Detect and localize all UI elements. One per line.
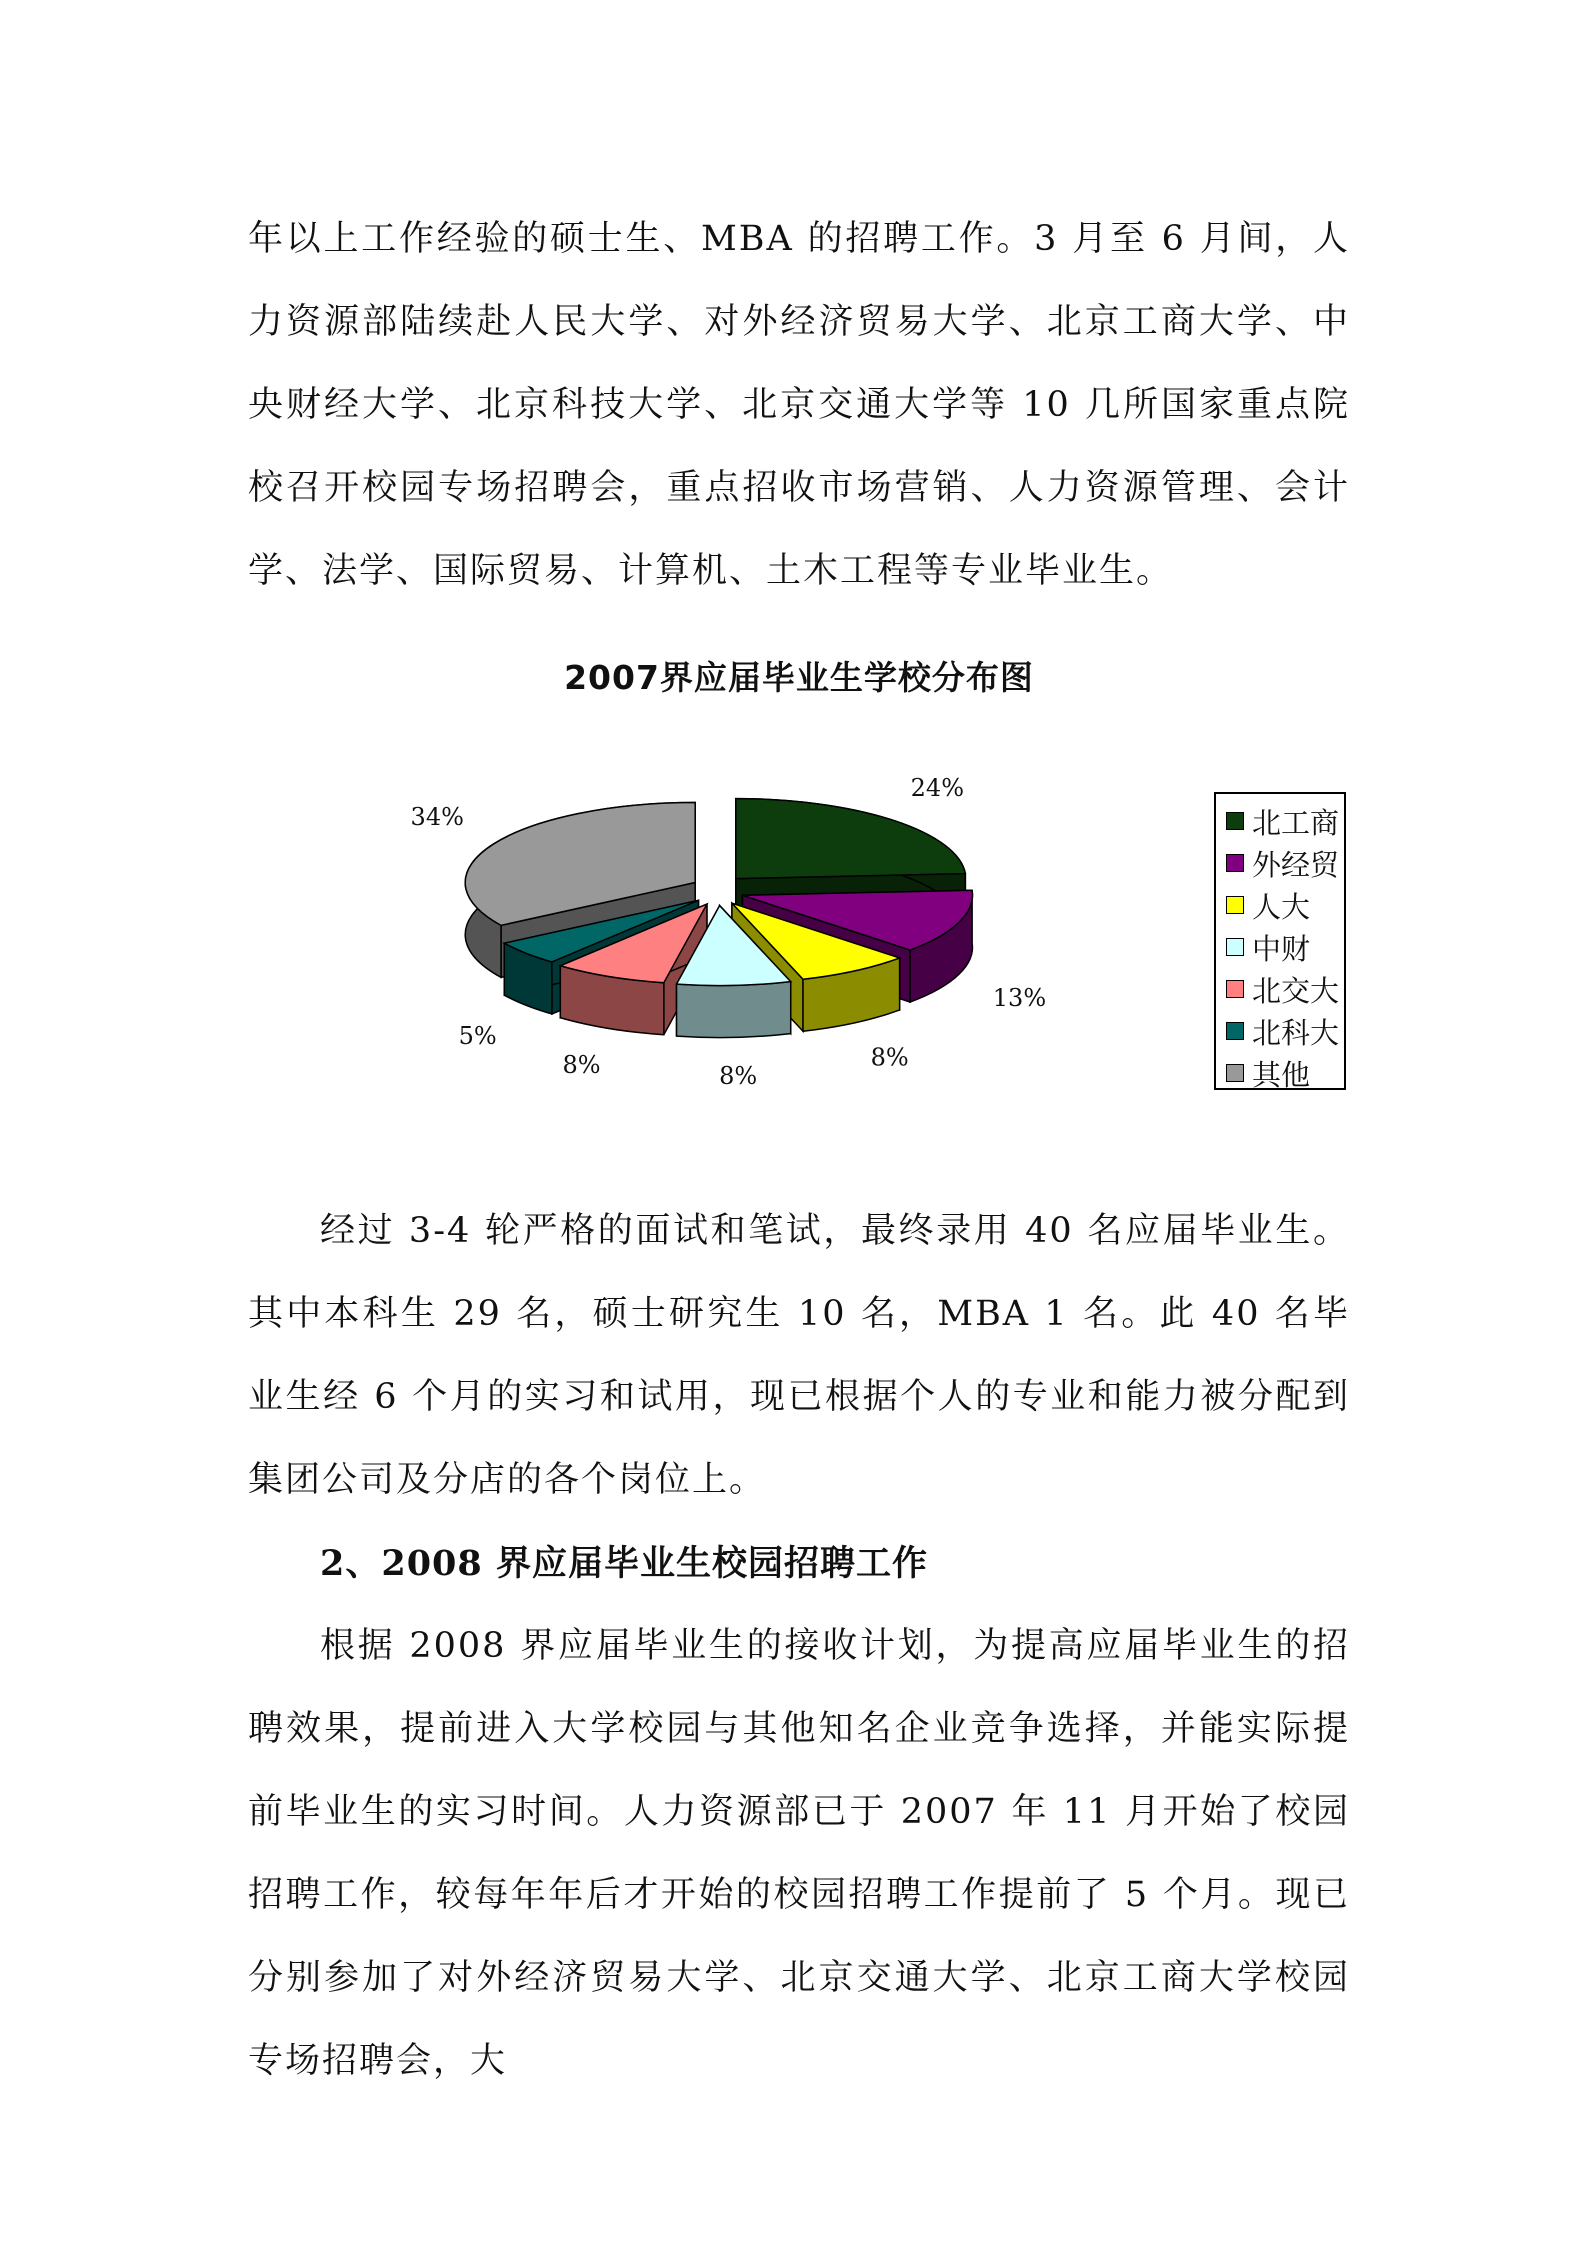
legend-swatch	[1226, 980, 1244, 998]
legend-label: 其他	[1252, 1057, 1311, 1092]
legend-label: 北工商	[1252, 805, 1340, 840]
chart-legend	[1214, 792, 1346, 1090]
legend-swatch	[1226, 854, 1244, 872]
pie-slice-top	[736, 799, 966, 879]
legend-label: 北科大	[1252, 1015, 1340, 1050]
legend-item	[1226, 1052, 1344, 1094]
legend-item	[1226, 842, 1344, 884]
legend-swatch	[1226, 896, 1244, 914]
body-paragraph-3: 根据 2008 界应届毕业生的接收计划，为提高应届毕业生的招聘效果，提前进入大学校园与其他知名企业竞争选择，并能实际提前毕业生的实习时间。人力资源部已于 2007 年 11 月开始了校园招聘工作，较每年年后才开始的校园招聘工作提前了 5 个月。现已分别参加了对外经济贸易大学、北京交通大学、北京工商大学校园专场招聘会，大	[248, 1626, 1350, 2081]
pie-chart	[248, 640, 1350, 1160]
legend-swatch	[1226, 1064, 1244, 1082]
pie-label-人大: 8%	[870, 1043, 909, 1072]
pie-chart-canvas	[248, 640, 1208, 1160]
body-paragraph-1: 年以上工作经验的硕士生、MBA 的招聘工作。3 月至 6 月间，人力资源部陆续赴人民大学、对外经济贸易大学、北京工商大学、中央财经大学、北京科技大学、北京交通大学等 10 几所国家重点院校召开校园专场招聘会，重点招收市场营销、人力资源管理、会计学、法学、国际贸易、计算机、土木工程等专业毕业生。	[248, 219, 1350, 591]
body-paragraph-2: 经过 3-4 轮严格的面试和笔试，最终录用 40 名应届毕业生。其中本科生 29 名，硕士研究生 10 名，MBA 1 名。此 40 名毕业生经 6 个月的实习和试用，现已根据个人的专业和能力被分配到集团公司及分店的各个岗位上。	[248, 1211, 1350, 1500]
legend-swatch	[1226, 1022, 1244, 1040]
legend-swatch	[1226, 938, 1244, 956]
pie-label-外经贸: 13%	[992, 983, 1047, 1012]
pie-slice-wall	[677, 982, 791, 1038]
section-heading: 2、2008 界应届毕业生校园招聘工作	[320, 1543, 928, 1584]
legend-item	[1226, 968, 1344, 1010]
legend-label: 人大	[1252, 889, 1311, 924]
pie-label-北交大: 8%	[562, 1050, 601, 1079]
legend-item	[1226, 1010, 1344, 1052]
legend-item	[1226, 800, 1344, 842]
pie-label-北科大: 5%	[458, 1022, 497, 1051]
legend-label: 中财	[1252, 931, 1311, 966]
legend-item	[1226, 884, 1344, 926]
pie-label-中财: 8%	[719, 1061, 758, 1090]
legend-item	[1226, 926, 1344, 968]
legend-swatch	[1226, 812, 1244, 830]
pie-label-北工商: 24%	[910, 773, 965, 802]
pie-label-其他: 34%	[410, 803, 464, 832]
legend-label: 北交大	[1252, 973, 1340, 1008]
chart-title: 2007界应届毕业生学校分布图	[564, 658, 1034, 697]
legend-label: 外经贸	[1252, 847, 1340, 882]
